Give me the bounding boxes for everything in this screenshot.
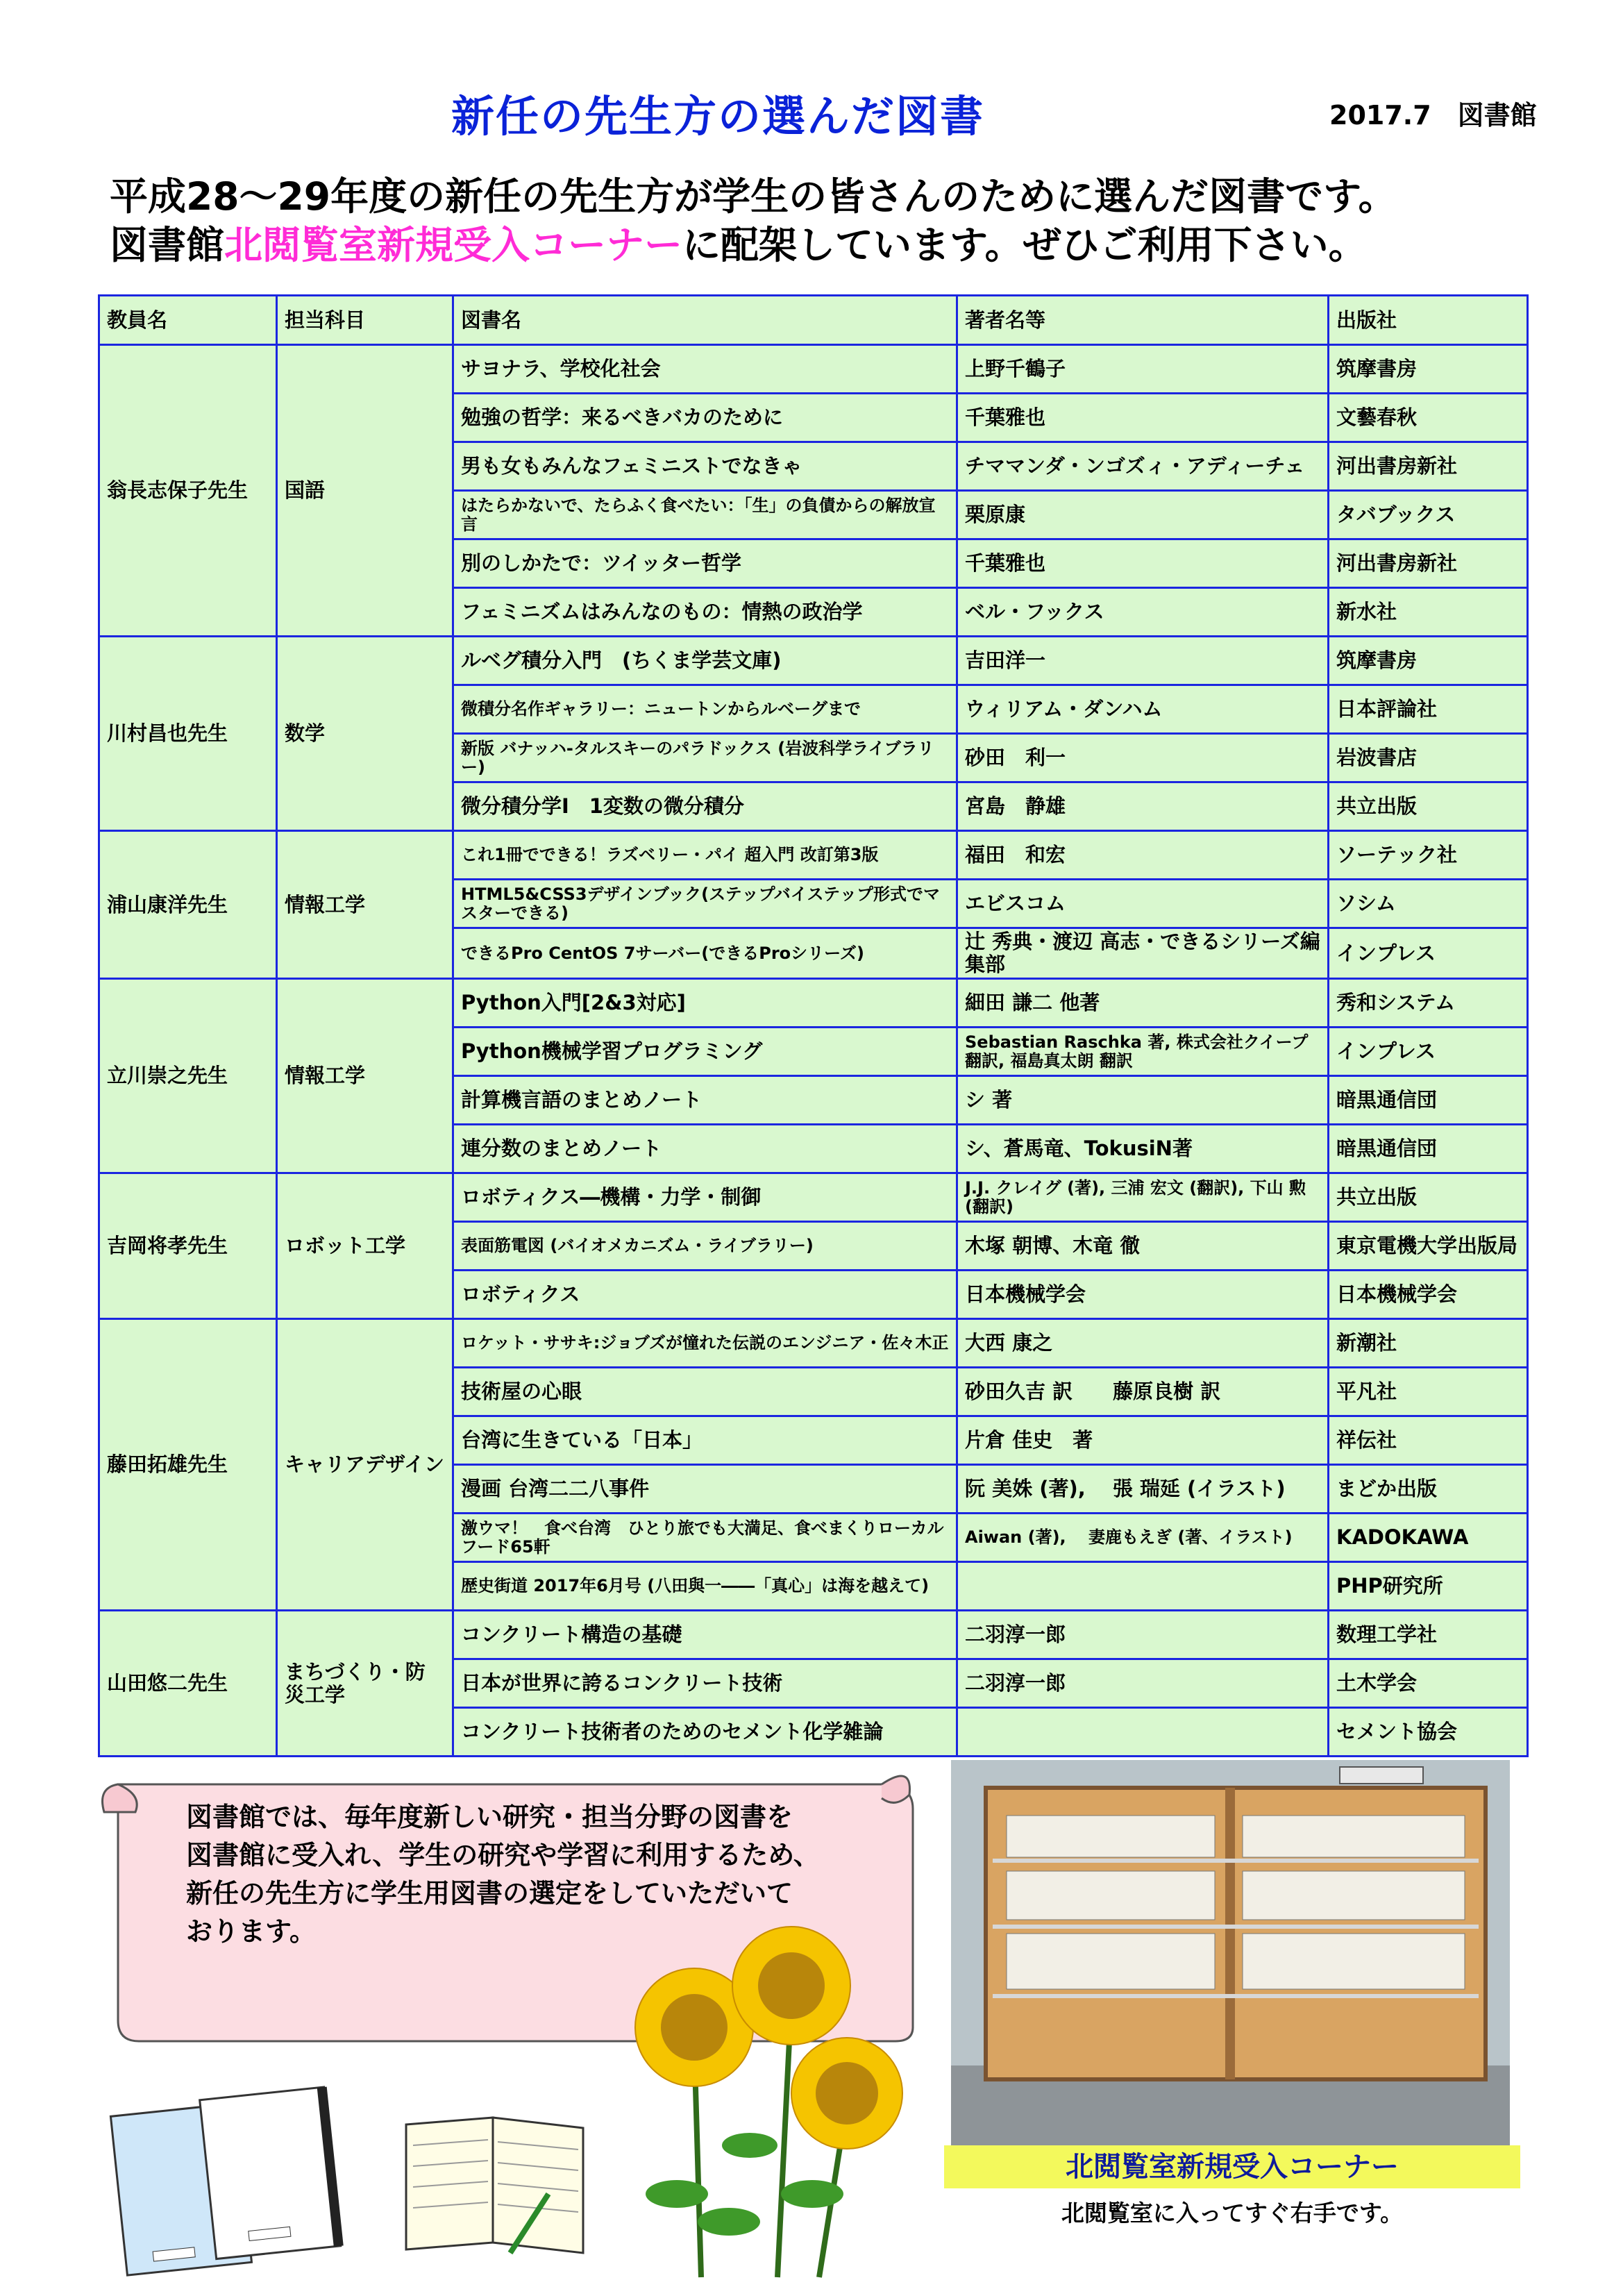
author-cell: 千葉雅也 bbox=[957, 539, 1329, 588]
author-cell: 二羽淳一郎 bbox=[957, 1611, 1329, 1659]
header-subject: 担当科目 bbox=[277, 296, 453, 345]
author-cell: 阮 美姝 (著), 張 瑞延 (イラスト) bbox=[957, 1465, 1329, 1514]
publisher-cell: 日本評論社 bbox=[1329, 685, 1528, 734]
intro-line-1: 平成28～29年度の新任の先生方が学生の皆さんのために選んだ図書です。 bbox=[110, 174, 1397, 219]
publisher-cell: タバブックス bbox=[1329, 491, 1528, 539]
table-row bbox=[99, 345, 1528, 394]
publisher-cell: 東京電機大学出版局 bbox=[1329, 1222, 1528, 1271]
title-cell: 激ウマ！ 食べ台湾 ひとり旅でも大満足、食べまくりローカルフード65軒 bbox=[453, 1514, 957, 1562]
publisher-cell: セメント協会 bbox=[1329, 1708, 1528, 1757]
title-cell: コンクリート構造の基礎 bbox=[453, 1611, 957, 1659]
title-cell: 連分数のまとめノート bbox=[453, 1125, 957, 1173]
publisher-cell: 数理工学社 bbox=[1329, 1611, 1528, 1659]
scroll-line: 新任の先生方に学生用図書の選定をしていただいて bbox=[186, 1878, 793, 1909]
teacher-cell: 山田悠二先生 bbox=[99, 1611, 277, 1757]
title-cell: Python機械学習プログラミング bbox=[453, 1028, 957, 1076]
publisher-cell: ソシム bbox=[1329, 880, 1528, 928]
teacher-cell: 翁長志保子先生 bbox=[99, 345, 277, 637]
publisher-cell: 岩波書店 bbox=[1329, 734, 1528, 782]
issue-date: 2017.7 図書館 bbox=[1329, 100, 1537, 131]
page-title: 新任の先生方の選んだ図書 bbox=[451, 91, 985, 142]
author-cell: Aiwan (著), 妻鹿もえぎ (著、イラスト) bbox=[957, 1514, 1329, 1562]
teacher-cell: 浦山康洋先生 bbox=[99, 831, 277, 979]
title-cell: 日本が世界に誇るコンクリート技術 bbox=[453, 1659, 957, 1708]
author-cell: 二羽淳一郎 bbox=[957, 1659, 1329, 1708]
publisher-cell: 暗黒通信団 bbox=[1329, 1125, 1528, 1173]
author-cell: ウィリアム・ダンハム bbox=[957, 685, 1329, 734]
author-cell: Sebastian Raschka 著, 株式会社クイープ 翻訳, 福島真太朗 翻訳 bbox=[957, 1028, 1329, 1076]
title-cell: ロケット・ササキ:ジョブズが憧れた伝説のエンジニア・佐々木正 bbox=[453, 1319, 957, 1368]
publisher-cell: 新潮社 bbox=[1329, 1319, 1528, 1368]
title-cell: HTML5&CSS3デザインブック(ステップバイステップ形式でマスターできる) bbox=[453, 880, 957, 928]
author-cell: 福田 和宏 bbox=[957, 831, 1329, 880]
title-cell: ロボティクス―機構・力学・制御 bbox=[453, 1173, 957, 1222]
header-publisher: 出版社 bbox=[1329, 296, 1528, 345]
table-row bbox=[99, 1611, 1528, 1659]
title-cell: 別のしかたで：ツイッター哲学 bbox=[453, 539, 957, 588]
author-cell bbox=[957, 1562, 1329, 1611]
author-cell: 片倉 佳史 著 bbox=[957, 1416, 1329, 1465]
title-cell: 微積分名作ギャラリー：ニュートンからルベーグまで bbox=[453, 685, 957, 734]
title-cell: コンクリート技術者のためのセメント化学雑論 bbox=[453, 1708, 957, 1757]
subject-cell: 国語 bbox=[277, 345, 453, 637]
publisher-cell: 共立出版 bbox=[1329, 1173, 1528, 1222]
scroll-line: 図書館では、毎年度新しい研究・担当分野の図書を bbox=[186, 1802, 793, 1832]
title-cell: 男も女もみんなフェミニストでなきゃ bbox=[453, 442, 957, 491]
publisher-cell: 土木学会 bbox=[1329, 1659, 1528, 1708]
subject-cell: まちづくり・防災工学 bbox=[277, 1611, 453, 1757]
author-cell: 大西 康之 bbox=[957, 1319, 1329, 1368]
publisher-cell: インプレス bbox=[1329, 1028, 1528, 1076]
publisher-cell: 秀和システム bbox=[1329, 979, 1528, 1028]
title-cell: 勉強の哲学：来るべきバカのために bbox=[453, 394, 957, 442]
table-row bbox=[99, 1319, 1528, 1368]
subject-cell: 数学 bbox=[277, 637, 453, 831]
subject-cell: キャリアデザイン bbox=[277, 1319, 453, 1611]
author-cell bbox=[957, 1708, 1329, 1757]
publisher-cell: 新水社 bbox=[1329, 588, 1528, 637]
intro-text bbox=[110, 172, 1397, 269]
publisher-cell: PHP研究所 bbox=[1329, 1562, 1528, 1611]
table-row bbox=[99, 831, 1528, 880]
author-cell: 木塚 朝博、木竜 徹 bbox=[957, 1222, 1329, 1271]
title-cell: できるPro CentOS 7サーバー(できるProシリーズ) bbox=[453, 928, 957, 979]
title-cell: これ1冊でできる！ラズベリー・パイ 超入門 改訂第3版 bbox=[453, 831, 957, 880]
book-table-body bbox=[99, 345, 1528, 1757]
author-cell: チママンダ・ンゴズィ・アディーチェ bbox=[957, 442, 1329, 491]
scroll-line: 図書館に受入れ、学生の研究や学習に利用するため、 bbox=[186, 1840, 820, 1870]
author-cell: 細田 謙二 他著 bbox=[957, 979, 1329, 1028]
title-cell: ロボティクス bbox=[453, 1271, 957, 1319]
author-cell: 上野千鶴子 bbox=[957, 345, 1329, 394]
author-cell: 千葉雅也 bbox=[957, 394, 1329, 442]
subject-cell: 情報工学 bbox=[277, 979, 453, 1173]
intro-line-2-post: に配架しています。ぜひご利用下さい。 bbox=[682, 223, 1367, 267]
author-cell: 砂田久吉 訳 藤原良樹 訳 bbox=[957, 1368, 1329, 1416]
publisher-cell: 共立出版 bbox=[1329, 782, 1528, 831]
title-cell: 漫画 台湾二二八事件 bbox=[453, 1465, 957, 1514]
title-cell: 表面筋電図 (バイオメカニズム・ライブラリー) bbox=[453, 1222, 957, 1271]
publisher-cell: インプレス bbox=[1329, 928, 1528, 979]
author-cell: ベル・フックス bbox=[957, 588, 1329, 637]
publisher-cell: 日本機械学会 bbox=[1329, 1271, 1528, 1319]
bookshelf-photo bbox=[951, 1760, 1510, 2145]
teacher-cell: 立川崇之先生 bbox=[99, 979, 277, 1173]
publisher-cell: 暗黒通信団 bbox=[1329, 1076, 1528, 1125]
publisher-cell: 河出書房新社 bbox=[1329, 442, 1528, 491]
publisher-cell: 文藝春秋 bbox=[1329, 394, 1528, 442]
publisher-cell: KADOKAWA bbox=[1329, 1514, 1528, 1562]
title-cell: ルベグ積分入門 (ちくま学芸文庫) bbox=[453, 637, 957, 685]
author-cell: 宮島 静雄 bbox=[957, 782, 1329, 831]
title-cell: 台湾に生きている「日本」 bbox=[453, 1416, 957, 1465]
table-header-row bbox=[99, 296, 1528, 345]
intro-line-2-pre: 図書館 bbox=[110, 223, 225, 267]
header-title: 図書名 bbox=[453, 296, 957, 345]
publisher-cell: 筑摩書房 bbox=[1329, 345, 1528, 394]
author-cell: J.J. クレイグ (著), 三浦 宏文 (翻訳), 下山 勲 (翻訳) bbox=[957, 1173, 1329, 1222]
author-cell: 日本機械学会 bbox=[957, 1271, 1329, 1319]
author-cell: シ、蒼馬竜、TokusiN著 bbox=[957, 1125, 1329, 1173]
title-cell: フェミニズムはみんなのもの：情熱の政治学 bbox=[453, 588, 957, 637]
table-row bbox=[99, 1173, 1528, 1222]
publisher-cell: 祥伝社 bbox=[1329, 1416, 1528, 1465]
author-cell: エビスコム bbox=[957, 880, 1329, 928]
notebook-illustration bbox=[399, 2104, 594, 2263]
title-cell: 歴史街道 2017年6月号 (八田與一――「真心」は海を越えて) bbox=[453, 1562, 957, 1611]
author-cell: 吉田洋一 bbox=[957, 637, 1329, 685]
table-row bbox=[99, 637, 1528, 685]
publisher-cell: まどか出版 bbox=[1329, 1465, 1528, 1514]
teacher-cell: 吉岡将孝先生 bbox=[99, 1173, 277, 1319]
publisher-cell: 河出書房新社 bbox=[1329, 539, 1528, 588]
corner-highlight: 北閲覧室新規受入コーナー bbox=[224, 223, 683, 267]
header-author: 著者名等 bbox=[957, 296, 1329, 345]
title-cell: 新版 バナッハ-タルスキーのパラドックス (岩波科学ライブラリー) bbox=[453, 734, 957, 782]
book-table bbox=[98, 294, 1529, 1757]
title-cell: 技術屋の心眼 bbox=[453, 1368, 957, 1416]
header-teacher: 教員名 bbox=[99, 296, 277, 345]
teacher-cell: 藤田拓雄先生 bbox=[99, 1319, 277, 1611]
scroll-line: おります。 bbox=[186, 1916, 316, 1947]
title-cell: はたらかないで、たらふく食べたい：「生」の負債からの解放宣言 bbox=[453, 491, 957, 539]
subject-cell: 情報工学 bbox=[277, 831, 453, 979]
publisher-cell: ソーテック社 bbox=[1329, 831, 1528, 880]
publisher-cell: 平凡社 bbox=[1329, 1368, 1528, 1416]
author-cell: 辻 秀典・渡辺 高志・できるシリーズ編集部 bbox=[957, 928, 1329, 979]
author-cell: 砂田 利一 bbox=[957, 734, 1329, 782]
intro-line-2 bbox=[110, 221, 1397, 269]
corner-label: 北閲覧室新規受入コーナー bbox=[944, 2145, 1520, 2188]
author-cell: 栗原康 bbox=[957, 491, 1329, 539]
books-illustration bbox=[104, 2076, 368, 2284]
publisher-cell: 筑摩書房 bbox=[1329, 637, 1528, 685]
teacher-cell: 川村昌也先生 bbox=[99, 637, 277, 831]
subject-cell: ロボット工学 bbox=[277, 1173, 453, 1319]
corner-note: 北閲覧室に入ってすぐ右手です。 bbox=[1061, 2199, 1404, 2227]
title-cell: Python入門[2&3対応] bbox=[453, 979, 957, 1028]
title-cell: 微分積分学Ⅰ 1変数の微分積分 bbox=[453, 782, 957, 831]
title-cell: サヨナラ、学校化社会 bbox=[453, 345, 957, 394]
table-row bbox=[99, 979, 1528, 1028]
sunflower-illustration bbox=[611, 1902, 916, 2291]
title-cell: 計算機言語のまとめノート bbox=[453, 1076, 957, 1125]
author-cell: シ 著 bbox=[957, 1076, 1329, 1125]
